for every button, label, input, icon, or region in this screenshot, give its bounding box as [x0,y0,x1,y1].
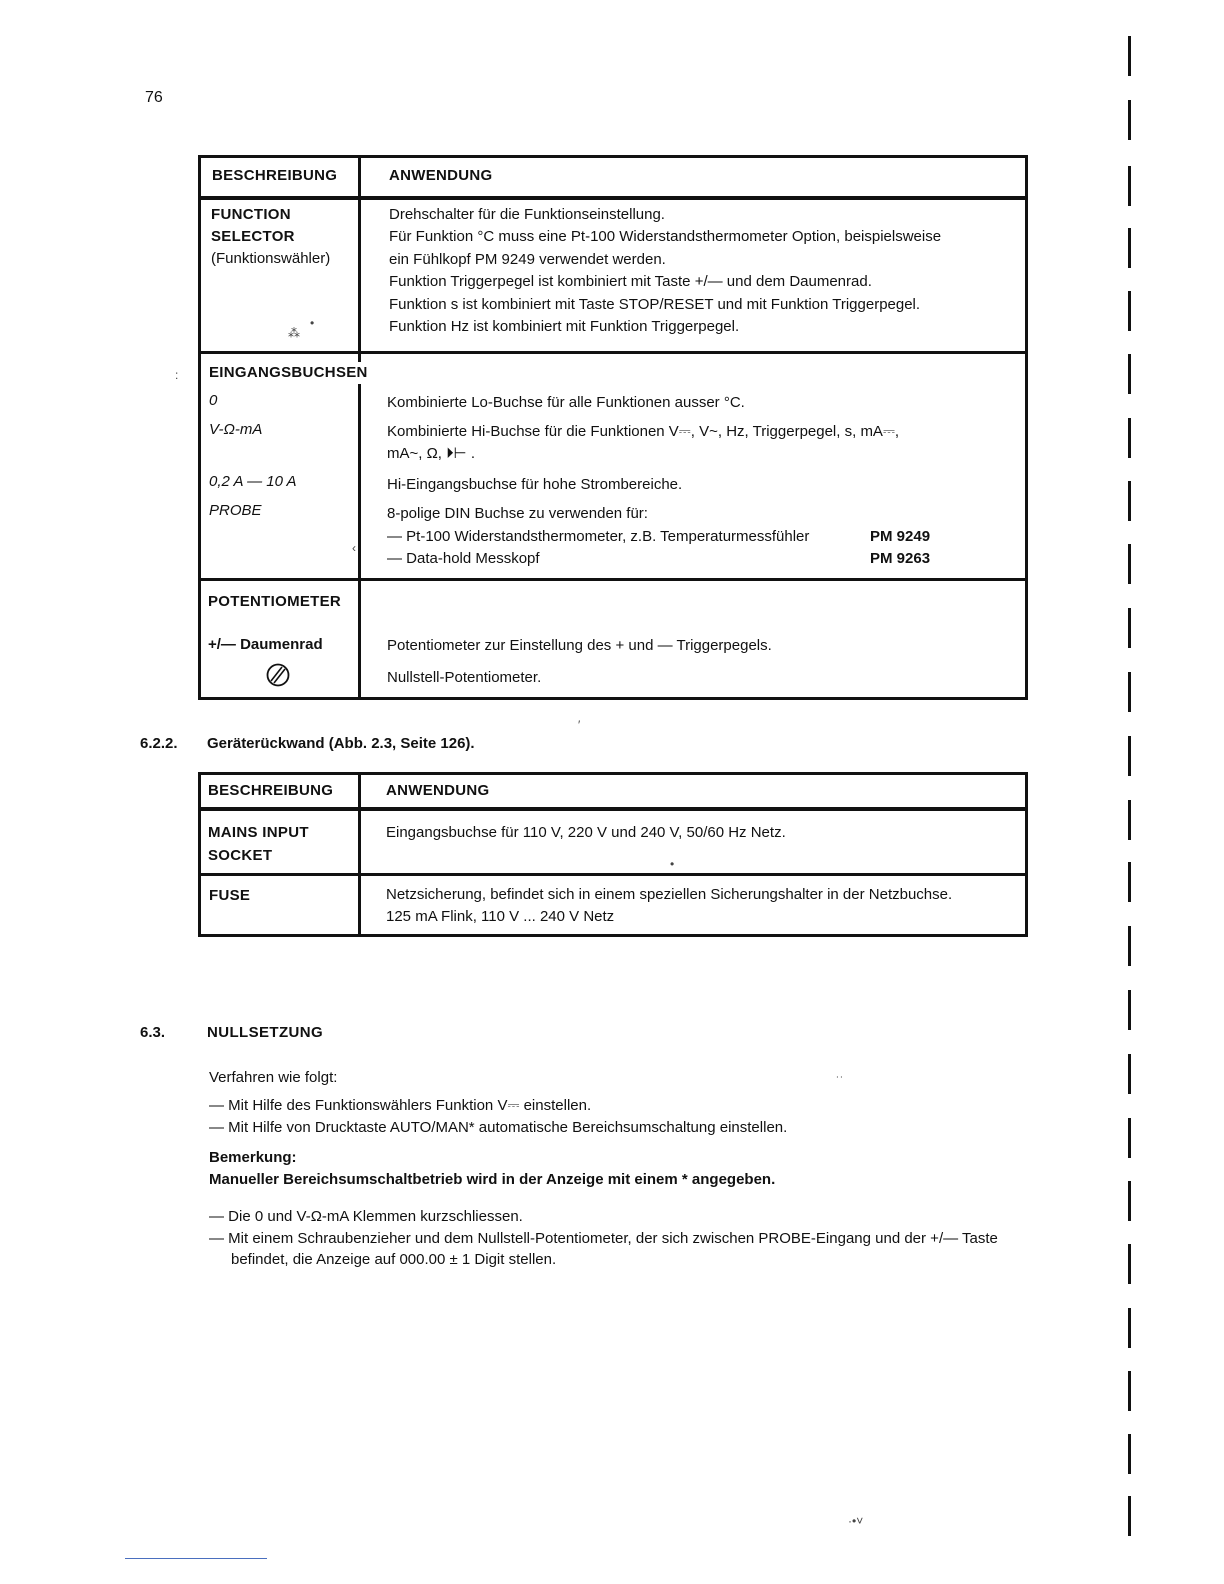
procedure-intro: Verfahren wie folgt: [209,1069,338,1086]
section-number-6-3: 6.3. [140,1024,166,1041]
description-line: Funktion Hz ist kombiniert mit Funktion Triggerpegel. [389,318,740,335]
procedure-step: — Mit Hilfe des Funktionswählers Funktion V⎓ einstellen. [209,1097,592,1114]
eingangsbuchsen-title: EINGANGSBUCHSEN [209,362,384,384]
header-anwendung: ANWENDUNG [360,157,1027,198]
eingangsbuchsen-description [360,353,1027,580]
remark-text: Manueller Bereichsumschaltbetrieb wird in der Anzeige mit einem * angegeben. [209,1171,776,1188]
description-line: Drehschalter für die Funktionseinstellung. [389,205,665,223]
function-selector-title: FUNCTION [211,205,291,223]
probe-code: PM 9249 [870,527,931,545]
description-line: Für Funktion °C muss eine Pt-100 Widerstandsthermometer Option, beispielsweise [389,228,942,245]
mains-input-title-2: SOCKET [208,846,273,864]
procedure-steps-2 [209,1206,998,1271]
mains-input-title: MAINS INPUT [208,823,309,841]
function-selector-cell [200,198,360,353]
header-beschreibung: BESCHREIBUNG [200,157,360,198]
procedure-step: — Mit Hilfe von Drucktaste AUTO/MAN* automatische Bereichsumschaltung einstellen. [209,1119,788,1136]
input-desc-vohm-ma: Kombinierte Hi-Buchse für die Funktionen V⎓, V~, Hz, Triggerpegel, s, mA⎓, [387,422,900,440]
input-label-vohm-ma: V-Ω-mA [209,421,263,438]
scan-speck: ·•˅ [848,1514,864,1528]
procedure-steps [209,1095,787,1139]
input-desc-vohm-ma-cont: mA~, Ω, ⏵⊢ . [387,445,476,462]
description-table-front [198,155,1028,700]
function-selector-title-2: SELECTOR [211,227,295,245]
potentiometer-desc-thumbwheel: Potentiometer zur Einstellung des + und — Triggerpegels. [387,637,772,654]
mains-input-description [360,809,1027,875]
scan-speck: ⁂ [288,326,300,340]
fuse-desc-2: 125 mA Flink, 110 V ... 240 V Netz [386,908,615,925]
probe-item: — Data-hold Messkopf PM 9263 [387,548,1025,571]
page-number: 76 [145,89,163,106]
bottom-rule [125,1558,267,1559]
fuse-cell [200,875,360,936]
input-desc-0: Kombinierte Lo-Buchse für alle Funktionen ausser °C. [387,394,745,411]
potentiometer-desc-zero: Nullstell-Potentiometer. [387,669,542,686]
potentiometer-label-thumbwheel: +/— Daumenrad [208,636,323,653]
procedure-step: — Mit einem Schraubenzieher und dem Nullstell-Potentiometer, der sich zwischen PROBE-Eingang und der +/— Taste [209,1229,998,1247]
scan-speck: • [670,857,675,871]
scan-speck: ˙˙ [836,1074,844,1088]
fuse-title: FUSE [209,887,251,904]
input-label-high-current: 0,2 A — 10 A [209,473,297,490]
procedure-step: — Die 0 und V-Ω-mA Klemmen kurzschliessen. [209,1208,523,1225]
input-label-0: 0 [209,392,218,409]
zero-adjust-icon [208,656,358,695]
input-desc-high-current: Hi-Eingangsbuchse für hohe Strombereiche. [387,475,683,493]
header-beschreibung-2: BESCHREIBUNG [200,774,360,809]
fuse-description [360,875,1027,936]
mains-input-desc: Eingangsbuchse für 110 V, 220 V und 240 V, 50/60 Hz Netz. [386,823,786,841]
potentiometer-title: POTENTIOMETER [208,593,342,610]
section-number-6-2-2: 6.2.2. [140,735,178,752]
description-line: ein Fühlkopf PM 9249 verwendet werden. [389,250,666,268]
potentiometer-description [360,580,1027,699]
procedure-step-continuation: befindet, die Anzeige auf 000.00 ± 1 Digit stellen. [231,1251,557,1268]
function-selector-description [360,198,1027,353]
fuse-desc: Netzsicherung, befindet sich in einem speziellen Sicherungshalter in der Netzbuchse. [386,886,953,903]
scan-speck: • [310,316,315,330]
section-title-6-3: NULLSETZUNG [207,1024,324,1041]
probe-code: PM 9263 [870,550,931,567]
description-table-rear [198,772,1028,937]
input-desc-probe: 8-polige DIN Buchse zu verwenden für: [387,505,648,522]
description-line: Funktion Triggerpegel ist kombiniert mit Taste +/— und dem Daumenrad. [389,273,872,290]
mains-input-cell [200,809,360,875]
section-title-6-2-2: Geräterückwand (Abb. 2.3, Seite 126). [207,735,475,752]
input-label-probe: PROBE [209,502,262,519]
header-anwendung-2: ANWENDUNG [360,774,1027,809]
probe-item: — Pt-100 Widerstandsthermometer, z.B. Temperaturmessfühler PM 9249 [387,526,1025,549]
scan-speck: : [175,368,179,382]
function-selector-subtitle: (Funktionswähler) [211,249,331,267]
potentiometer-cell [200,580,360,699]
eingangsbuchsen-cell [200,353,368,580]
remark-label: Bemerkung: [209,1149,297,1166]
scan-speck: ‹ [352,541,356,555]
description-line: Funktion s ist kombiniert mit Taste STOP/RESET und mit Funktion Triggerpegel. [389,295,921,313]
scan-speck: ′ [578,718,581,732]
